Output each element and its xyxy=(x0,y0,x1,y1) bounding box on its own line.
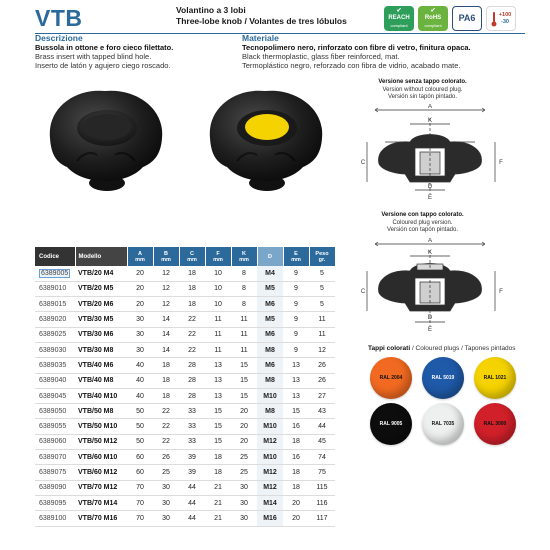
cell-k: 30 xyxy=(231,480,257,495)
cell-k: 8 xyxy=(231,297,257,312)
cell-c: 28 xyxy=(179,388,205,403)
cell-c: 44 xyxy=(179,480,205,495)
cell-code xyxy=(35,327,75,342)
cell-b: 14 xyxy=(153,312,179,327)
cell-k: 20 xyxy=(231,434,257,449)
cell-peso: 26 xyxy=(309,373,335,388)
cell-k: 11 xyxy=(231,342,257,357)
cell-k: 8 xyxy=(231,281,257,296)
dim-label-e-2: E xyxy=(427,327,433,333)
temperature-badge: +100 -30 xyxy=(486,6,516,31)
cell-peso: 27 xyxy=(309,388,335,403)
cell-d: M12 xyxy=(257,465,283,480)
col-header-f: F mm xyxy=(205,247,231,266)
material-heading: Materiale xyxy=(242,33,279,43)
cell-model: VTB/30 M5 xyxy=(75,312,127,327)
cell-peso: 5 xyxy=(309,297,335,312)
cell-e: 9 xyxy=(283,327,309,342)
cell-a: 40 xyxy=(127,388,153,403)
cell-model: VTB/20 M5 xyxy=(75,281,127,296)
table-row[interactable] xyxy=(35,450,335,465)
cell-d: M6 xyxy=(257,358,283,373)
dim-label-k: K xyxy=(427,118,433,124)
knob-photo-plain xyxy=(35,83,175,198)
cell-c: 22 xyxy=(179,327,205,342)
cell-code xyxy=(35,373,75,388)
table-row[interactable] xyxy=(35,511,335,526)
cell-code xyxy=(35,495,75,510)
dim-label-b: B xyxy=(432,136,438,142)
cell-code xyxy=(35,281,75,296)
cell-peso: 115 xyxy=(309,480,335,495)
cell-k: 25 xyxy=(231,465,257,480)
product-code[interactable]: 6389015 xyxy=(39,300,67,308)
product-code[interactable]: 6389075 xyxy=(39,469,67,476)
cell-f: 10 xyxy=(205,281,231,296)
cell-model: VTB/40 M8 xyxy=(75,373,127,388)
technical-drawing-plain xyxy=(355,104,525,200)
cell-f: 11 xyxy=(205,312,231,327)
col-header-k: K mm xyxy=(231,247,257,266)
cell-peso: 5 xyxy=(309,281,335,296)
cell-d: M8 xyxy=(257,404,283,419)
cell-c: 33 xyxy=(179,434,205,449)
cell-code xyxy=(35,342,75,357)
table-row[interactable] xyxy=(35,465,335,480)
description-italian: Bussola in ottone e foro cieco filettato. xyxy=(35,43,174,52)
table-row[interactable] xyxy=(35,434,335,449)
description-spanish: Inserto de latón y agujero ciego roscado. xyxy=(35,61,171,70)
product-code[interactable]: 6389095 xyxy=(39,499,67,507)
cell-peso: 75 xyxy=(309,465,335,480)
cell-code xyxy=(35,388,75,403)
cell-b: 12 xyxy=(153,297,179,312)
cell-f: 15 xyxy=(205,434,231,449)
cell-e: 9 xyxy=(283,281,309,296)
plug-ral-label: RAL 7035 xyxy=(431,421,455,427)
cell-peso: 26 xyxy=(309,358,335,373)
cell-e: 20 xyxy=(283,511,309,526)
technical-drawing-with-plug xyxy=(355,238,525,334)
cell-d: M6 xyxy=(257,297,283,312)
cell-a: 60 xyxy=(127,465,153,480)
cell-code xyxy=(35,511,75,526)
cell-peso: 116 xyxy=(309,495,335,510)
table-header-row xyxy=(35,247,335,266)
cell-c: 33 xyxy=(179,404,205,419)
cell-e: 20 xyxy=(283,495,309,510)
plug-ral-label: RAL 2004 xyxy=(379,375,403,381)
dim-label-a: A xyxy=(427,104,433,110)
cell-e: 9 xyxy=(283,312,309,327)
cell-code xyxy=(35,450,75,465)
plug-ral-label: RAL 1021 xyxy=(483,375,507,381)
cell-b: 30 xyxy=(153,511,179,526)
cell-k: 8 xyxy=(231,266,257,281)
cell-d: M12 xyxy=(257,480,283,495)
cell-d: M10 xyxy=(257,450,283,465)
cell-model: VTB/50 M8 xyxy=(75,404,127,419)
col-header-codice: Codice xyxy=(35,247,75,266)
cell-e: 9 xyxy=(283,266,309,281)
material-section xyxy=(242,34,532,70)
cell-peso: 11 xyxy=(309,312,335,327)
cell-k: 15 xyxy=(231,358,257,373)
description-heading: Descrizione xyxy=(35,33,83,43)
table-row[interactable] xyxy=(35,358,335,373)
cell-code xyxy=(35,404,75,419)
cell-model: VTB/30 M8 xyxy=(75,342,127,357)
rohs-badge: ✔ RoHS compliant xyxy=(418,6,448,31)
table-row[interactable] xyxy=(35,495,335,510)
plug-swatch xyxy=(370,357,412,399)
cell-b: 22 xyxy=(153,419,179,434)
cell-e: 18 xyxy=(283,465,309,480)
product-code[interactable]: 6389030 xyxy=(39,346,67,354)
cell-b: 14 xyxy=(153,342,179,357)
cell-d: M10 xyxy=(257,388,283,403)
dim-label-e: E xyxy=(427,195,433,200)
dim-label-c: C xyxy=(360,160,366,166)
cell-f: 18 xyxy=(205,465,231,480)
product-code[interactable]: 6389060 xyxy=(39,438,67,446)
cell-peso: 44 xyxy=(309,419,335,434)
cell-k: 25 xyxy=(231,450,257,465)
cell-a: 70 xyxy=(127,495,153,510)
cell-code xyxy=(35,480,75,495)
dim-label-c-2: C xyxy=(360,289,366,295)
product-code[interactable]: 6389070 xyxy=(39,453,67,461)
cell-a: 20 xyxy=(127,281,153,296)
cell-e: 18 xyxy=(283,434,309,449)
plug-ral-label: RAL 3000 xyxy=(483,421,507,427)
dim-label-f-2: F xyxy=(499,289,503,295)
cell-c: 39 xyxy=(179,450,205,465)
cell-b: 12 xyxy=(153,281,179,296)
cell-peso: 45 xyxy=(309,434,335,449)
cell-f: 10 xyxy=(205,297,231,312)
subtitle-line-2: Three-lobe knob / Volantes de tres lóbulos xyxy=(176,16,347,26)
table-row[interactable] xyxy=(35,281,335,296)
cell-k: 30 xyxy=(231,511,257,526)
cell-f: 13 xyxy=(205,388,231,403)
cell-c: 44 xyxy=(179,511,205,526)
cell-code xyxy=(35,434,75,449)
table-row[interactable] xyxy=(35,266,335,281)
cell-e: 13 xyxy=(283,358,309,373)
cell-f: 15 xyxy=(205,404,231,419)
cell-f: 15 xyxy=(205,419,231,434)
table-row[interactable] xyxy=(35,297,335,312)
cell-model: VTB/40 M10 xyxy=(75,388,127,403)
cell-c: 28 xyxy=(179,358,205,373)
product-code[interactable]: 6389025 xyxy=(39,331,67,339)
table-row[interactable] xyxy=(35,312,335,327)
product-code[interactable]: 6389020 xyxy=(39,316,67,324)
product-code[interactable]: 6389045 xyxy=(39,392,67,400)
cell-d: M8 xyxy=(257,342,283,357)
cell-model: VTB/50 M12 xyxy=(75,434,127,449)
cell-k: 11 xyxy=(231,327,257,342)
cell-model: VTB/40 M6 xyxy=(75,358,127,373)
cell-c: 39 xyxy=(179,465,205,480)
cell-c: 18 xyxy=(179,266,205,281)
cell-a: 60 xyxy=(127,450,153,465)
cell-d: M6 xyxy=(257,327,283,342)
table-row[interactable] xyxy=(35,419,335,434)
cell-code xyxy=(35,358,75,373)
dim-label-d-2: D xyxy=(427,315,433,321)
reach-badge: ✔ REACH compliant xyxy=(384,6,414,31)
cell-e: 13 xyxy=(283,373,309,388)
specification-table xyxy=(35,247,336,527)
cell-e: 9 xyxy=(283,297,309,312)
cell-k: 15 xyxy=(231,373,257,388)
cell-peso: 74 xyxy=(309,450,335,465)
drawing-top-caption: Versione senza tappo colorato. Version without coloured plug. Versión sin tapón pintado. xyxy=(378,79,467,100)
product-code[interactable]: 6389100 xyxy=(39,514,67,522)
table-row[interactable] xyxy=(35,388,335,403)
product-code[interactable]: 6389040 xyxy=(39,377,67,385)
cell-f: 11 xyxy=(205,342,231,357)
cell-f: 21 xyxy=(205,495,231,510)
pa6-material-badge: PA6 xyxy=(452,6,482,31)
cell-f: 10 xyxy=(205,266,231,281)
cell-model: VTB/70 M14 xyxy=(75,495,127,510)
subtitle-line-1: Volantino a 3 lobi xyxy=(176,5,246,15)
cell-f: 18 xyxy=(205,450,231,465)
cell-peso: 12 xyxy=(309,342,335,357)
table-row[interactable] xyxy=(35,373,335,388)
plug-swatch xyxy=(422,403,464,445)
cell-d: M8 xyxy=(257,373,283,388)
cell-f: 21 xyxy=(205,480,231,495)
yellow-plug xyxy=(245,114,289,140)
certification-badges xyxy=(384,6,516,31)
coloured-plugs-title: Tappi colorati / Coloured plugs / Tapones pintados xyxy=(368,345,516,352)
col-header-modello: Modello xyxy=(75,247,127,266)
plug-swatch xyxy=(422,357,464,399)
cell-e: 18 xyxy=(283,480,309,495)
cell-d: M14 xyxy=(257,495,283,510)
cell-k: 30 xyxy=(231,495,257,510)
cell-a: 50 xyxy=(127,419,153,434)
col-header-b: B mm xyxy=(153,247,179,266)
cell-model: VTB/70 M12 xyxy=(75,480,127,495)
cell-d: M10 xyxy=(257,419,283,434)
col-header-peso: Peso gr. xyxy=(309,247,335,266)
cell-b: 22 xyxy=(153,404,179,419)
table-row[interactable] xyxy=(35,342,335,357)
product-code[interactable]: 6389005 xyxy=(41,269,69,277)
cell-model: VTB/60 M10 xyxy=(75,450,127,465)
cell-d: M12 xyxy=(257,434,283,449)
cell-b: 14 xyxy=(153,327,179,342)
cell-e: 16 xyxy=(283,450,309,465)
drawing-bottom-caption: Versione con tappo colorato. Coloured plug version. Versión con tapón pintado. xyxy=(381,212,464,233)
cell-a: 40 xyxy=(127,358,153,373)
col-header-e: E mm xyxy=(283,247,309,266)
product-code[interactable]: 6389010 xyxy=(39,285,67,293)
product-subtitle xyxy=(176,5,347,27)
cell-b: 30 xyxy=(153,495,179,510)
reach-check-icon: ✔ xyxy=(396,8,402,14)
material-spanish: Termoplástico negro, reforzado con fibra de vidrio, acabado mate. xyxy=(242,61,461,70)
rohs-check-icon: ✔ xyxy=(430,8,436,14)
cell-d: M4 xyxy=(257,266,283,281)
knob-photo-with-plug xyxy=(195,83,335,198)
cell-b: 18 xyxy=(153,388,179,403)
material-english: Black thermoplastic, glass fiber reinforced, mat. xyxy=(242,52,400,61)
plug-swatch xyxy=(474,403,516,445)
cell-a: 20 xyxy=(127,266,153,281)
cell-code xyxy=(35,465,75,480)
product-code[interactable]: 6389035 xyxy=(39,361,67,369)
cell-a: 30 xyxy=(127,342,153,357)
cell-e: 13 xyxy=(283,388,309,403)
cell-c: 18 xyxy=(179,281,205,296)
col-header-d: D xyxy=(257,247,283,266)
cell-peso: 43 xyxy=(309,404,335,419)
cell-k: 15 xyxy=(231,388,257,403)
cell-a: 40 xyxy=(127,373,153,388)
cell-c: 22 xyxy=(179,312,205,327)
plug-ral-label: RAL 9005 xyxy=(379,421,403,427)
cell-model: VTB/60 M12 xyxy=(75,465,127,480)
cell-c: 18 xyxy=(179,297,205,312)
cell-b: 12 xyxy=(153,266,179,281)
cell-d: M5 xyxy=(257,312,283,327)
cell-f: 11 xyxy=(205,327,231,342)
dim-label-a-2: A xyxy=(427,238,433,244)
cell-model: VTB/50 M10 xyxy=(75,419,127,434)
cell-code xyxy=(35,312,75,327)
cell-e: 15 xyxy=(283,404,309,419)
description-section xyxy=(35,34,235,70)
cell-a: 20 xyxy=(127,297,153,312)
cell-k: 20 xyxy=(231,404,257,419)
cell-c: 28 xyxy=(179,373,205,388)
cell-b: 30 xyxy=(153,480,179,495)
plug-ral-label: RAL 5019 xyxy=(431,375,455,381)
dim-label-f: F xyxy=(499,160,503,166)
cell-b: 25 xyxy=(153,465,179,480)
plug-swatch xyxy=(370,403,412,445)
cell-a: 30 xyxy=(127,327,153,342)
cell-a: 50 xyxy=(127,434,153,449)
product-code[interactable]: 6389090 xyxy=(39,484,67,492)
cell-k: 20 xyxy=(231,419,257,434)
cell-model: VTB/20 M4 xyxy=(75,266,127,281)
col-header-c: C mm xyxy=(179,247,205,266)
cell-a: 30 xyxy=(127,312,153,327)
table-row[interactable] xyxy=(35,404,335,419)
cell-c: 44 xyxy=(179,495,205,510)
cell-code xyxy=(35,297,75,312)
cell-code xyxy=(35,419,75,434)
cell-model: VTB/30 M6 xyxy=(75,327,127,342)
material-italian: Tecnopolimero nero, rinforzato con fibre di vetro, finitura opaca. xyxy=(242,43,471,52)
cell-code xyxy=(35,266,75,281)
cell-c: 33 xyxy=(179,419,205,434)
cell-a: 70 xyxy=(127,511,153,526)
cell-f: 13 xyxy=(205,373,231,388)
cell-peso: 11 xyxy=(309,327,335,342)
product-code[interactable]: 6389050 xyxy=(39,407,67,415)
cell-peso: 5 xyxy=(309,266,335,281)
cell-a: 50 xyxy=(127,404,153,419)
cell-d: M5 xyxy=(257,281,283,296)
cell-f: 13 xyxy=(205,358,231,373)
cell-b: 26 xyxy=(153,450,179,465)
cell-e: 9 xyxy=(283,342,309,357)
table-row[interactable] xyxy=(35,327,335,342)
col-header-a: A mm xyxy=(127,247,153,266)
description-english: Brass insert with tapped blind hole. xyxy=(35,52,152,61)
cell-a: 70 xyxy=(127,480,153,495)
cell-f: 21 xyxy=(205,511,231,526)
cell-b: 18 xyxy=(153,373,179,388)
product-code[interactable]: 6389055 xyxy=(39,423,67,431)
cell-b: 22 xyxy=(153,434,179,449)
table-row[interactable] xyxy=(35,480,335,495)
product-code-title: VTB xyxy=(35,5,83,31)
cell-model: VTB/70 M16 xyxy=(75,511,127,526)
dim-label-d: D xyxy=(427,184,433,190)
cell-k: 11 xyxy=(231,312,257,327)
cell-d: M16 xyxy=(257,511,283,526)
cell-e: 16 xyxy=(283,419,309,434)
cell-model: VTB/20 M6 xyxy=(75,297,127,312)
dim-label-k-2: K xyxy=(427,250,433,256)
cell-peso: 117 xyxy=(309,511,335,526)
cell-b: 18 xyxy=(153,358,179,373)
plug-swatch xyxy=(474,357,516,399)
thermometer-icon xyxy=(491,11,497,27)
cell-c: 22 xyxy=(179,342,205,357)
